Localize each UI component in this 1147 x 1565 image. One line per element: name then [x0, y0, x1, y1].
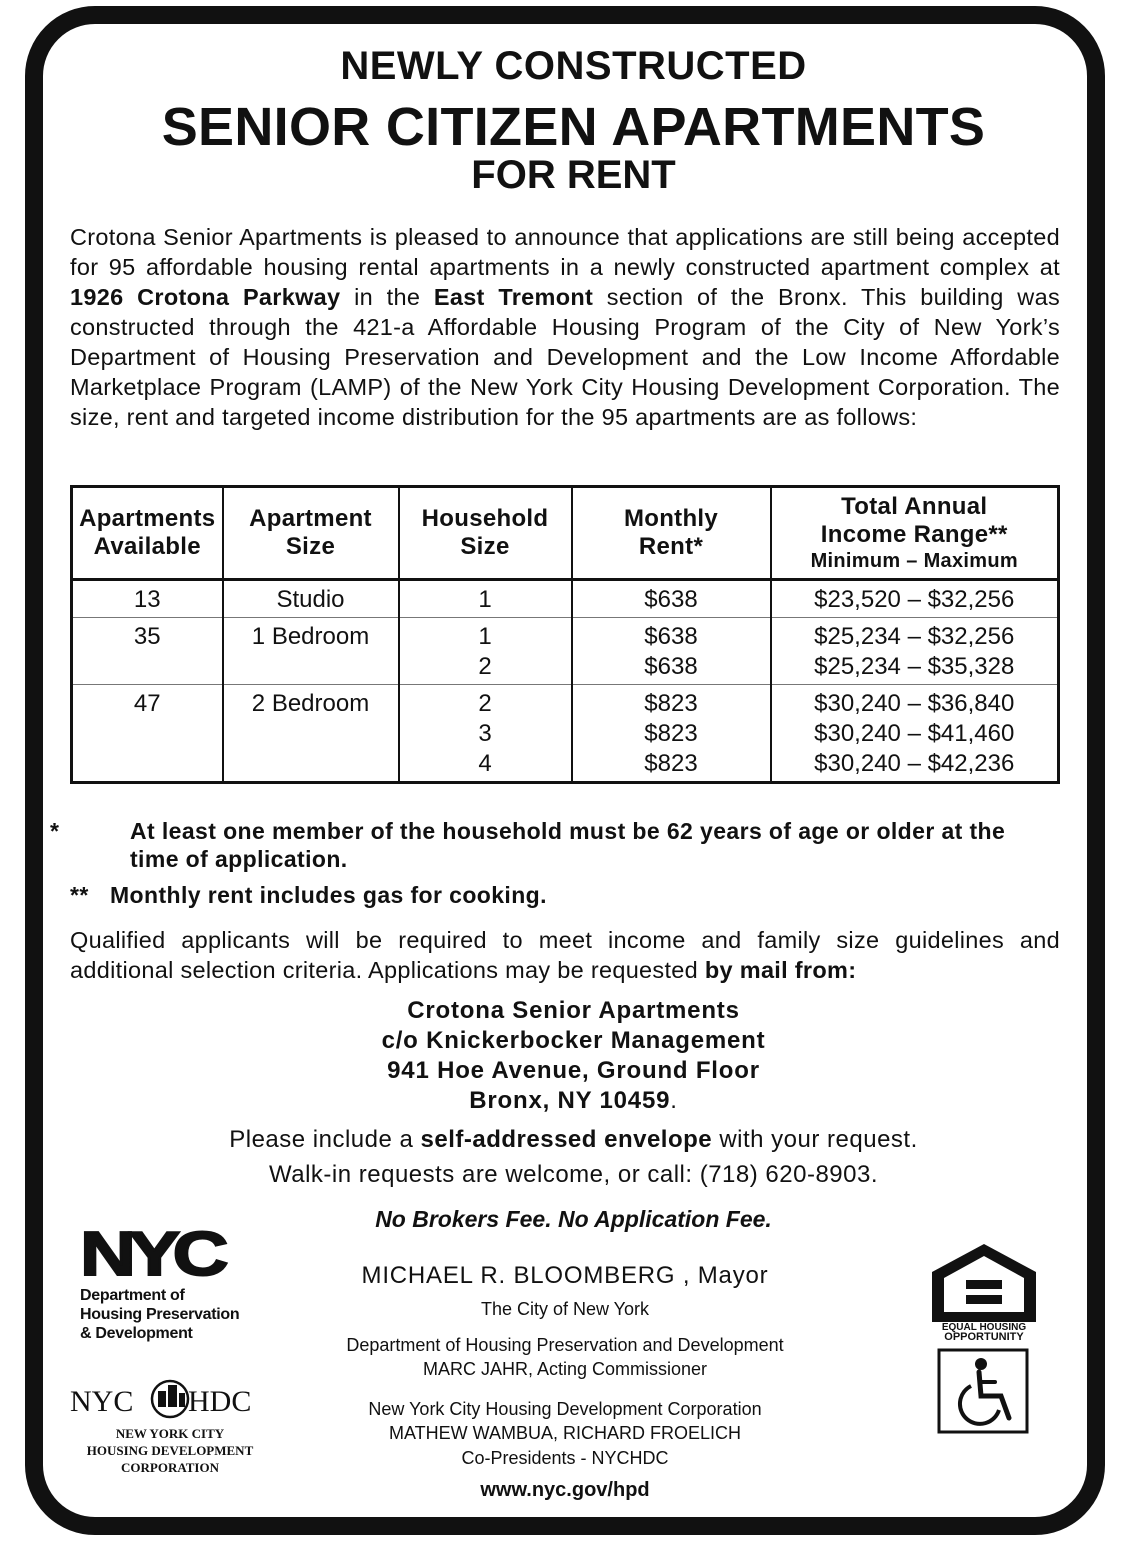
table-row: 13 Studio 1 $638 $23,520 – $32,256	[72, 580, 1059, 618]
col-header-size: Apartment Size	[223, 487, 399, 580]
table-header-row	[72, 487, 1059, 580]
nyc-logo: NYC	[80, 1220, 222, 1289]
svg-text:EQUAL HOUSING: EQUAL HOUSING	[941, 1322, 1027, 1333]
mayor-line: MICHAEL R. BLOOMBERG , Mayor	[361, 1262, 769, 1289]
svg-text:NYC: NYC	[70, 1385, 134, 1418]
col-header-rent: Monthly Rent*	[572, 487, 771, 580]
footnote-gas: ** Monthly rent includes gas for cooking.	[70, 882, 547, 908]
page-title: SENIOR CITIZEN APARTMENTS	[161, 97, 986, 157]
col-header-income: Total Annual Income Range** Minimum – Maximum	[771, 487, 1059, 580]
qualification-paragraph: Qualified applicants will be required to meet income and family size guidelines and additional selection criteria. Applications may be requested by mail from:	[70, 927, 1060, 983]
table-row: 47 2 Bedroom 2 3 4 $823 $823 $823 $30,240 – $36,840 $30,240 – $41,460 $30,240 – $42,236	[72, 685, 1059, 783]
no-fee-notice: No Brokers Fee. No Application Fee.	[375, 1206, 772, 1232]
website-link[interactable]: www.nyc.gov/hpd	[480, 1479, 650, 1501]
mailing-address: Crotona Senior Apartments c/o Knickerbocker Management 941 Hoe Avenue, Ground Floor Bronx, NY 10459.	[381, 997, 766, 1114]
hpd-logo-text: Department of Housing Preservation & Development	[80, 1287, 240, 1342]
svg-text:OPPORTUNITY: OPPORTUNITY	[944, 1331, 1024, 1342]
hpd-name: Department of Housing Preservation and Development	[346, 1335, 784, 1355]
footnote-age: * At least one member of the household must be 62 years of age or older at the time of application.	[50, 818, 1006, 872]
apartment-table	[70, 485, 1060, 784]
table-row: 35 1 Bedroom 1 2 $638 $638 $25,234 – $32,256 $25,234 – $35,328	[72, 618, 1059, 685]
hdc-logo-text: NEW YORK CITY HOUSING DEVELOPMENT CORPORATION	[86, 1426, 254, 1475]
svg-text:HDC: HDC	[188, 1385, 252, 1418]
walk-in-phone: Walk-in requests are welcome, or call: (718) 620-8903.	[268, 1161, 879, 1188]
equal-housing-icon	[930, 1242, 1038, 1347]
neighborhood: East Tremont	[433, 284, 594, 310]
hpd-commissioner: MARC JAHR, Acting Commissioner	[422, 1359, 708, 1379]
hdc-title: Co-Presidents - NYCHDC	[461, 1448, 669, 1468]
col-header-available: Apartments Available	[72, 487, 223, 580]
header-line-3: FOR RENT	[471, 153, 676, 197]
intro-paragraph: Crotona Senior Apartments is pleased to announce that applications are still being accepted for 95 affordable housing rental apartments in a newly constructed apartment complex at 1926 Crotona Parkway in the East Tremont section of the Bronx. This building was constructed through the 421-a Affordable Housing Program of the City of New York’s Department of Housing Preservation and Development and the Low Income Affordable Marketplace Program (LAMP) of the New York City Housing Development Corporation. The size, rent and targeted income distribution for the 95 apartments are as follows:	[70, 224, 1060, 430]
hdc-presidents: MATHEW WAMBUA, RICHARD FROELICH	[388, 1423, 741, 1443]
wheelchair-accessible-icon	[937, 1348, 1029, 1439]
envelope-instruction: Please include a self-addressed envelope with your request.	[229, 1126, 918, 1153]
hdc-name: New York City Housing Development Corporation	[368, 1399, 762, 1419]
header-line-1: NEWLY CONSTRUCTED	[340, 44, 807, 88]
city-line: The City of New York	[480, 1299, 650, 1319]
building-address: 1926 Crotona Parkway	[70, 284, 341, 310]
col-header-household: Household Size	[399, 487, 572, 580]
nychdc-logo	[70, 1375, 270, 1426]
